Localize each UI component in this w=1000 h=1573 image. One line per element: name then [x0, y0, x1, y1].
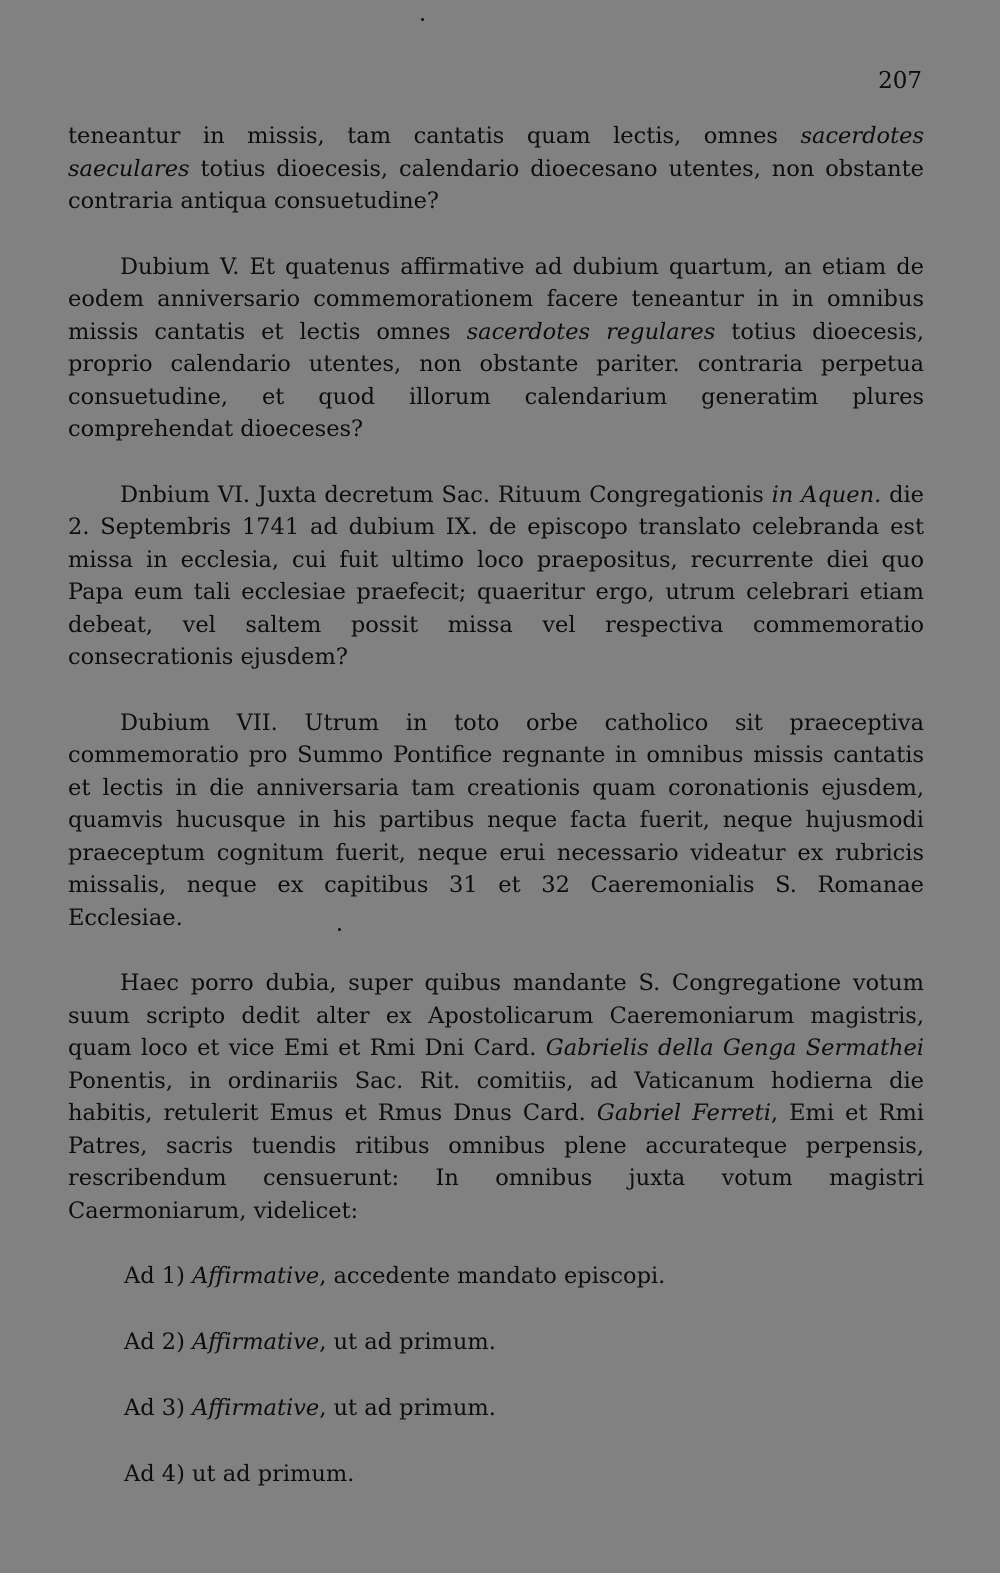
answers-list [68, 1260, 924, 1490]
text-segment: Haec porro dubia, super quibus mandante S. Congregatione votum suum scripto dedit alter ex Apostolicarum Caeremoniarum magistris, quam loco et vice Emi et Rmi Dni Card. [68, 970, 924, 1061]
print-speck [421, 18, 424, 21]
text-segment: teneantur in missis, tam cantatis quam lectis, omnes [68, 123, 801, 149]
text-segment: Ponentis, in ordinariis Sac. Rit. comitiis, ad Vaticanum hodierna die habitis, retulerit Emus et Rmus Dnus Card. [68, 1067, 924, 1126]
paragraph-dubium-v [68, 251, 924, 446]
text-segment: Ad 2) [124, 1329, 193, 1355]
text-segment: , ut ad primum. [319, 1329, 496, 1355]
answer-1 [68, 1260, 924, 1292]
text-segment: Dnbium VI. Juxta decretum Sac. Rituum Congregationis [120, 481, 772, 508]
text-segment: Ad 3) [124, 1395, 193, 1421]
text-segment: totius dioecesis, proprio calendario utentes, non obstante pariter. contraria perpetua consuetudine, et quod illorum calendarium generatim plures comprehendat dioeceses? [68, 318, 924, 442]
italic-segment: Affirmative [192, 1263, 320, 1289]
page-number: 207 [878, 68, 922, 94]
italic-segment: Affirmative [192, 1329, 320, 1355]
body-text [68, 120, 924, 1524]
text-segment: Dubium VII. Utrum in toto orbe catholico sit praeceptiva commemoratio pro Summo Pontifice regnante in omnibus missis cantatis et lectis in die anniversaria tam creationis quam coronationis ejusdem, quamvis hucusque in his partibus neque facta fuerit, neque hujusmodi praeceptum cognitum fuerit, neque erui necessario videatur ex rubricis missalis, neque ex capitibus 31 et 32 Caeremonialis S. Romanae Ecclesiae. [68, 709, 924, 931]
text-segment: Dubium V. Et quatenus affirmative ad dubium quartum, an etiam de eodem anniversario commemorationem facere teneantur in in omnibus missis cantatis et lectis omnes [68, 253, 924, 345]
answer-4 [68, 1458, 924, 1490]
text-segment: , accedente mandato episcopi. [319, 1263, 666, 1289]
text-segment: Ad 4) ut ad primum. [124, 1461, 355, 1487]
italic-segment: Affirmative [192, 1395, 320, 1421]
paragraph-dubium-vi [68, 479, 924, 674]
italic-segment: Gabriel Ferreti [596, 1100, 771, 1126]
paragraph-dubium-vii [68, 707, 924, 935]
text-segment: , ut ad primum. [319, 1395, 496, 1421]
italic-segment: sacerdotes regulares [466, 318, 716, 345]
text-segment: Ad 1) [124, 1263, 193, 1289]
paragraph-continuation [68, 120, 924, 218]
italic-segment: Gabrielis della Genga Sermathei [545, 1035, 924, 1061]
document-page [68, 0, 924, 1573]
answer-2 [68, 1326, 924, 1358]
text-segment: , Emi et Rmi Patres, sacris tuendis ritibus omnibus plene accurateque perpensis, rescribendum censuerunt: In omnibus juxta votum magistri Caermoniarum, videlicet: [68, 1100, 924, 1224]
paragraph-decision [68, 967, 924, 1227]
answer-3 [68, 1392, 924, 1424]
italic-segment: sacerdotes saeculares [68, 123, 924, 182]
text-segment: totius dioecesis, calendario dioecesano utentes, non obstante contraria antiqua consuetudine? [68, 155, 924, 214]
italic-segment: in Aquen. [771, 481, 882, 508]
text-segment: die 2. Septembris 1741 ad dubium IX. de episcopo translato celebranda est missa in ecclesia, cui fuit ultimo loco praepositus, recurrente diei quo Papa eum tali ecclesiae praefecit; quaeritur ergo, utrum celebrari etiam debeat, vel saltem possit missa vel respectiva commemoratio consecrationis ejusdem? [68, 481, 924, 670]
